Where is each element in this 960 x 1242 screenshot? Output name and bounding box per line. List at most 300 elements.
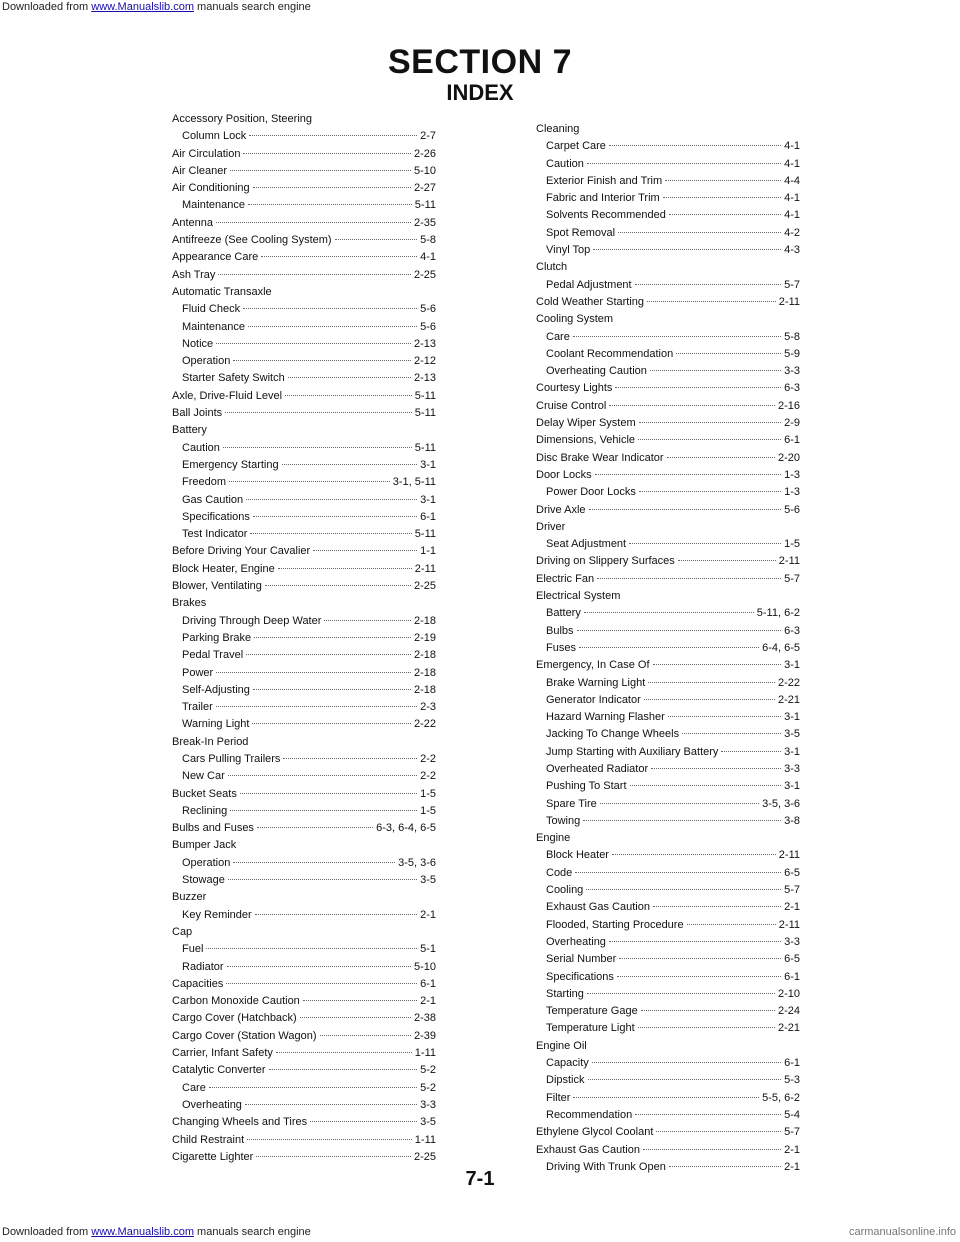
index-entry xyxy=(172,509,436,526)
index-entry xyxy=(172,163,436,180)
entry-label: Solvents Recommended xyxy=(546,209,666,222)
entry-label: Appearance Care xyxy=(172,251,259,264)
entry-page: 2-1 xyxy=(784,1143,800,1156)
entry-label: Fabric and Interior Trim xyxy=(546,192,660,205)
entry-label: Towing xyxy=(546,814,581,827)
index-entry xyxy=(536,519,800,536)
index-entry xyxy=(536,467,800,484)
entry-page: 3-5 xyxy=(420,874,436,887)
index-entry xyxy=(536,726,800,743)
entry-label: Serial Number xyxy=(546,953,617,966)
dot-leader xyxy=(639,491,781,492)
entry-label: Starting xyxy=(546,987,584,1000)
entry-page: 5-10 xyxy=(413,164,436,177)
entry-page: 5-7 xyxy=(784,572,800,585)
index-entry xyxy=(536,986,800,1003)
entry-page: 2-22 xyxy=(413,718,436,731)
entry-page: 5-8 xyxy=(420,234,436,247)
entry-page: 4-3 xyxy=(784,244,800,257)
index-entry xyxy=(536,865,800,882)
dot-leader xyxy=(253,516,417,517)
index-entry xyxy=(172,232,436,249)
dot-leader xyxy=(285,395,412,396)
entry-label: Break-In Period xyxy=(172,735,249,748)
dot-leader xyxy=(209,1087,417,1088)
dot-leader xyxy=(313,550,417,551)
entry-label: Antifreeze (See Cooling System) xyxy=(172,234,332,247)
entry-page: 1-1 xyxy=(420,545,436,558)
manualslib-link[interactable]: www.Manualslib.com xyxy=(91,1,194,13)
index-entry xyxy=(536,190,800,207)
index-entry xyxy=(172,647,436,664)
entry-page: 2-24 xyxy=(777,1005,800,1018)
index-entry xyxy=(536,917,800,934)
dot-leader xyxy=(310,1121,417,1122)
entry-label: Cooling xyxy=(546,884,584,897)
entry-label: Battery xyxy=(172,424,207,437)
entry-label: Ball Joints xyxy=(172,407,223,420)
entry-label: Spot Removal xyxy=(546,226,616,239)
index-entry xyxy=(536,571,800,588)
entry-label: Care xyxy=(182,1081,206,1094)
index-entry xyxy=(536,1055,800,1072)
entry-label: Child Restraint xyxy=(172,1133,245,1146)
dot-leader xyxy=(663,197,781,198)
dot-leader xyxy=(229,481,390,482)
entry-page: 6-5 xyxy=(784,953,800,966)
entry-page: 5-8 xyxy=(784,330,800,343)
index-entry xyxy=(536,294,800,311)
index-entry xyxy=(172,180,436,197)
index-entry xyxy=(536,675,800,692)
dot-leader xyxy=(228,879,417,880)
dot-leader xyxy=(665,180,781,181)
entry-page: 5-2 xyxy=(420,1081,436,1094)
footer-prefix: Downloaded from xyxy=(2,1226,89,1238)
entry-label: Exhaust Gas Caution xyxy=(546,901,650,914)
index-entry xyxy=(172,111,436,128)
entry-label: Pedal Travel xyxy=(182,649,244,662)
dot-leader xyxy=(283,758,417,759)
entry-page: 3-1 xyxy=(784,745,800,758)
index-entry xyxy=(536,450,800,467)
index-entry xyxy=(536,173,800,190)
index-entry xyxy=(536,138,800,155)
dot-leader xyxy=(587,993,775,994)
entry-page: 2-26 xyxy=(413,147,436,160)
dot-leader xyxy=(618,232,781,233)
entry-label: Starter Safety Switch xyxy=(182,372,285,385)
index-entry xyxy=(536,277,800,294)
watermark-site: carmanualsonline.info xyxy=(848,1226,956,1238)
entry-label: Axle, Drive-Fluid Level xyxy=(172,389,283,402)
entry-page: 5-2 xyxy=(420,1064,436,1077)
entry-label: Overheating xyxy=(182,1098,242,1111)
dot-leader xyxy=(246,654,411,655)
entry-page: 6-1 xyxy=(784,1057,800,1070)
entry-label: Ethylene Glycol Coolant xyxy=(536,1126,654,1139)
dot-leader xyxy=(687,924,776,925)
index-entry xyxy=(536,813,800,830)
index-entry xyxy=(172,578,436,595)
index-entry xyxy=(536,1090,800,1107)
dot-leader xyxy=(678,560,776,561)
entry-page: 6-3, 6-4, 6-5 xyxy=(376,822,436,835)
entry-label: Engine Oil xyxy=(536,1039,587,1052)
entry-page: 2-1 xyxy=(784,901,800,914)
footer-suffix: manuals search engine xyxy=(197,1226,311,1238)
entry-label: Emergency, In Case Of xyxy=(536,659,650,672)
dot-leader xyxy=(233,862,395,863)
entry-label: Bulbs xyxy=(546,624,574,637)
entry-page: 6-3 xyxy=(784,624,800,637)
entry-label: Carbon Monoxide Caution xyxy=(172,995,300,1008)
dot-leader xyxy=(216,343,411,344)
index-entry xyxy=(536,830,800,847)
entry-page: 3-1, 5-11 xyxy=(392,476,436,489)
entry-label: Trailer xyxy=(182,701,213,714)
index-entry xyxy=(536,847,800,864)
entry-page: 2-2 xyxy=(420,752,436,765)
index-column-right xyxy=(536,121,800,1176)
entry-page: 3-8 xyxy=(784,814,800,827)
index-entry xyxy=(536,657,800,674)
dot-leader xyxy=(252,723,411,724)
index-entry xyxy=(536,398,800,415)
index-entry xyxy=(172,1045,436,1062)
entry-page: 3-5 xyxy=(420,1116,436,1129)
index-entry xyxy=(172,1010,436,1027)
entry-label: Exhaust Gas Caution xyxy=(536,1143,640,1156)
index-entry xyxy=(172,526,436,543)
entry-page: 5-4 xyxy=(784,1108,800,1121)
entry-page: 6-5 xyxy=(784,866,800,879)
entry-label: Exterior Finish and Trim xyxy=(546,174,663,187)
entry-page: 6-1 xyxy=(784,434,800,447)
index-entry xyxy=(172,319,436,336)
entry-label: Cold Weather Starting xyxy=(536,295,645,308)
entry-page: 1-11 xyxy=(414,1133,436,1146)
index-entry xyxy=(536,311,800,328)
index-entry xyxy=(536,1107,800,1124)
dot-leader xyxy=(609,405,775,406)
dot-leader xyxy=(324,620,411,621)
entry-label: Fuses xyxy=(546,641,576,654)
index-entry xyxy=(536,934,800,951)
index-entry xyxy=(536,605,800,622)
entry-page: 2-21 xyxy=(777,693,800,706)
entry-page: 2-35 xyxy=(413,216,436,229)
index-entry xyxy=(536,502,800,519)
entry-page: 6-1 xyxy=(784,970,800,983)
dot-leader xyxy=(676,353,781,354)
entry-page: 5-11 xyxy=(414,441,436,454)
index-entry xyxy=(172,197,436,214)
entry-page: 5-6 xyxy=(784,503,800,516)
dot-leader xyxy=(619,958,781,959)
entry-label: Door Locks xyxy=(536,468,592,481)
entry-label: Brake Warning Light xyxy=(546,676,646,689)
entry-label: Cargo Cover (Hatchback) xyxy=(172,1012,297,1025)
entry-page: 5-1 xyxy=(420,943,436,956)
entry-page: 5-7 xyxy=(784,278,800,291)
dot-leader xyxy=(612,854,776,855)
entry-label: Self-Adjusting xyxy=(182,683,250,696)
entry-page: 5-11, 6-2 xyxy=(756,607,800,620)
entry-page: 2-25 xyxy=(413,1150,436,1163)
download-footer xyxy=(0,1224,960,1240)
entry-page: 1-11 xyxy=(414,1047,436,1060)
entry-label: Battery xyxy=(546,607,581,620)
entry-page: 2-11 xyxy=(778,849,800,862)
entry-label: Automatic Transaxle xyxy=(172,285,272,298)
entry-label: Temperature Gage xyxy=(546,1005,638,1018)
entry-page: 3-3 xyxy=(420,1098,436,1111)
entry-page: 3-3 xyxy=(784,365,800,378)
dot-leader xyxy=(577,630,782,631)
entry-label: Hazard Warning Flasher xyxy=(546,711,665,724)
entry-page: 5-7 xyxy=(784,884,800,897)
entry-page: 2-7 xyxy=(420,130,436,143)
index-entry xyxy=(172,768,436,785)
entry-label: Jacking To Change Wheels xyxy=(546,728,680,741)
dot-leader xyxy=(595,474,781,475)
index-entry xyxy=(536,484,800,501)
index-entry xyxy=(172,267,436,284)
index-entry xyxy=(172,543,436,560)
entry-page: 4-1 xyxy=(784,157,800,170)
dot-leader xyxy=(216,672,411,673)
index-entry xyxy=(536,1072,800,1089)
entry-label: Parking Brake xyxy=(182,631,252,644)
dot-leader xyxy=(629,543,781,544)
index-entry xyxy=(536,1003,800,1020)
entry-label: Column Lock xyxy=(182,130,247,143)
page-number: 7-1 xyxy=(465,1168,495,1190)
entry-label: Blower, Ventilating xyxy=(172,580,262,593)
entry-label: Power xyxy=(182,666,214,679)
entry-label: Air Circulation xyxy=(172,147,241,160)
index-entry xyxy=(172,734,436,751)
entry-label: Radiator xyxy=(182,960,224,973)
entry-label: Coolant Recommendation xyxy=(546,347,674,360)
index-entry xyxy=(172,630,436,647)
entry-page: 2-10 xyxy=(777,987,800,1000)
entry-label: Caution xyxy=(546,157,584,170)
entry-label: Engine xyxy=(536,832,571,845)
dot-leader xyxy=(635,284,781,285)
index-entry xyxy=(172,751,436,768)
dot-leader xyxy=(653,664,782,665)
entry-label: Temperature Light xyxy=(546,1022,635,1035)
dot-leader xyxy=(639,422,781,423)
index-entry xyxy=(172,820,436,837)
dot-leader xyxy=(253,689,411,690)
index-entry xyxy=(172,492,436,509)
entry-page: 1-5 xyxy=(420,787,436,800)
index-entry xyxy=(172,872,436,889)
entry-label: Cap xyxy=(172,925,193,938)
entry-label: Code xyxy=(546,866,573,879)
index-entry xyxy=(172,993,436,1010)
entry-label: Fluid Check xyxy=(182,303,241,316)
entry-page: 4-1 xyxy=(420,251,436,264)
entry-label: Overheated Radiator xyxy=(546,762,649,775)
entry-label: Bucket Seats xyxy=(172,787,237,800)
dot-leader xyxy=(226,983,417,984)
entry-page: 2-1 xyxy=(420,995,436,1008)
entry-label: Cleaning xyxy=(536,123,580,135)
index-entry xyxy=(536,346,800,363)
entry-label: Dimensions, Vehicle xyxy=(536,434,636,447)
entry-page: 2-2 xyxy=(420,770,436,783)
index-entry xyxy=(536,796,800,813)
index-title: INDEX xyxy=(446,80,514,105)
dot-leader xyxy=(218,274,411,275)
dot-leader xyxy=(721,751,781,752)
index-entry xyxy=(172,1028,436,1045)
index-entry xyxy=(536,969,800,986)
index-entry xyxy=(172,682,436,699)
dot-leader xyxy=(248,204,412,205)
dot-leader xyxy=(255,914,417,915)
index-entry xyxy=(536,207,800,224)
entry-page: 2-16 xyxy=(777,399,800,412)
entry-page: 2-25 xyxy=(413,580,436,593)
dot-leader xyxy=(227,966,411,967)
entry-page: 2-18 xyxy=(413,614,436,627)
entry-page: 2-21 xyxy=(777,1022,800,1035)
entry-label: Dipstick xyxy=(546,1074,585,1087)
entry-page: 3-1 xyxy=(420,458,436,471)
entry-label: Notice xyxy=(182,337,214,350)
dot-leader xyxy=(653,906,781,907)
index-entry xyxy=(172,941,436,958)
index-entry xyxy=(536,899,800,916)
entry-page: 1-3 xyxy=(784,468,800,481)
entry-page: 5-11 xyxy=(414,407,436,420)
dot-leader xyxy=(579,647,759,648)
entry-page: 2-9 xyxy=(784,417,800,430)
dot-leader xyxy=(650,370,781,371)
index-entry xyxy=(536,623,800,640)
index-entry xyxy=(536,744,800,761)
entry-page: 1-5 xyxy=(420,804,436,817)
entry-page: 6-4, 6-5 xyxy=(762,641,800,654)
dot-leader xyxy=(230,810,417,811)
index-entry xyxy=(536,1020,800,1037)
entry-label: Capacity xyxy=(546,1057,589,1070)
entry-label: Accessory Position, Steering xyxy=(172,113,313,125)
entry-page: 2-11 xyxy=(778,555,800,568)
entry-page: 2-1 xyxy=(784,1160,800,1173)
index-entry xyxy=(172,1114,436,1131)
entry-label: Pushing To Start xyxy=(546,780,627,793)
entry-label: Block Heater, Engine xyxy=(172,562,275,575)
entry-page: 5-3 xyxy=(784,1074,800,1087)
entry-page: 2-27 xyxy=(413,182,436,195)
entry-label: Overheating Caution xyxy=(546,365,647,378)
index-entry xyxy=(172,249,436,266)
entry-label: Flooded, Starting Procedure xyxy=(546,918,684,931)
index-entry xyxy=(536,329,800,346)
entry-label: Specifications xyxy=(182,510,250,523)
index-entry xyxy=(172,665,436,682)
dot-leader xyxy=(246,499,417,500)
dot-leader xyxy=(257,827,373,828)
index-entry xyxy=(172,284,436,301)
entry-page: 3-3 xyxy=(784,762,800,775)
dot-leader xyxy=(638,1027,775,1028)
entry-label: Capacities xyxy=(172,977,224,990)
entry-label: Freedom xyxy=(182,476,227,489)
entry-page: 5-6 xyxy=(420,303,436,316)
dot-leader xyxy=(583,820,781,821)
index-entry xyxy=(172,370,436,387)
dot-leader xyxy=(638,439,781,440)
entry-page: 2-18 xyxy=(413,683,436,696)
header-prefix: Downloaded from xyxy=(2,1,89,13)
index-entry xyxy=(172,855,436,872)
entry-label: Cruise Control xyxy=(536,399,607,412)
entry-page: 4-1 xyxy=(784,192,800,205)
entry-page: 2-25 xyxy=(413,268,436,281)
entry-label: Buzzer xyxy=(172,891,207,904)
dot-leader xyxy=(643,1149,781,1150)
dot-leader xyxy=(216,222,411,223)
entry-label: Driving on Slippery Surfaces xyxy=(536,555,675,568)
dot-leader xyxy=(635,1114,781,1115)
entry-page: 2-13 xyxy=(413,337,436,350)
index-entry xyxy=(172,716,436,733)
index-entry xyxy=(536,709,800,726)
dot-leader xyxy=(617,976,781,977)
entry-label: Reclining xyxy=(182,804,228,817)
entry-label: Bumper Jack xyxy=(172,839,237,852)
entry-page: 2-12 xyxy=(413,355,436,368)
index-entry xyxy=(172,215,436,232)
index-entry xyxy=(172,301,436,318)
entry-label: Cargo Cover (Station Wagon) xyxy=(172,1029,317,1042)
index-entry xyxy=(172,976,436,993)
entry-page: 6-3 xyxy=(784,382,800,395)
dot-leader xyxy=(575,872,781,873)
dot-leader xyxy=(320,1035,411,1036)
entry-label: Block Heater xyxy=(546,849,609,862)
dot-leader xyxy=(667,457,775,458)
entry-page: 3-1 xyxy=(784,711,800,724)
entry-page: 3-5, 3-6 xyxy=(762,797,800,810)
entry-page: 2-1 xyxy=(420,908,436,921)
index-entry xyxy=(172,959,436,976)
dot-leader xyxy=(245,1104,417,1105)
dot-leader xyxy=(651,768,781,769)
index-entry xyxy=(536,242,800,259)
index-entry xyxy=(536,553,800,570)
footer-manualslib-link[interactable]: www.Manualslib.com xyxy=(91,1226,194,1238)
dot-leader xyxy=(335,239,418,240)
entry-label: Seat Adjustment xyxy=(546,538,627,551)
index-entry xyxy=(172,924,436,941)
entry-page: 5-11 xyxy=(414,528,436,541)
entry-label: Changing Wheels and Tires xyxy=(172,1116,308,1129)
entry-page: 5-10 xyxy=(413,960,436,973)
entry-label: Care xyxy=(546,330,570,343)
entry-label: Clutch xyxy=(536,261,568,274)
dot-leader xyxy=(243,153,411,154)
entry-label: Disc Brake Wear Indicator xyxy=(536,451,664,464)
entry-label: Emergency Starting xyxy=(182,458,279,471)
